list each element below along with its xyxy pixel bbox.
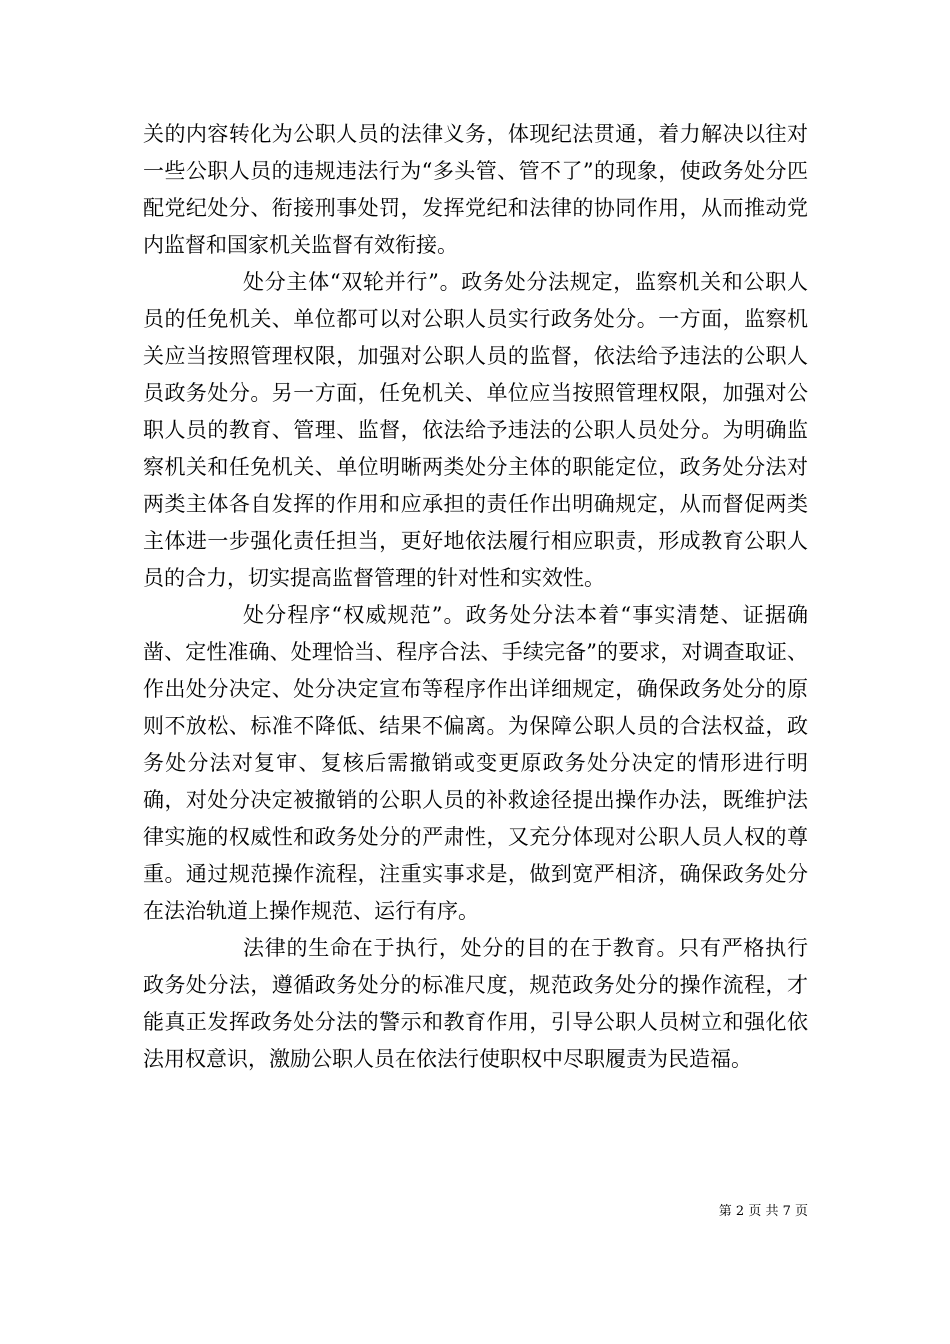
paragraph-conclusion: 法律的生命在于执行，处分的目的在于教育。只有严格执行政务处分法，遵循政务处分的标准尺度，规范政务处分的操作流程，才能真正发挥政务处分法的警示和教育作用，引导公职人员树立和强化依法用权意识，激励公职人员在依法行使职权中尽职履责为民造福。 <box>143 936 808 1071</box>
paragraph-intro-continuation: 关的内容转化为公职人员的法律义务，体现纪法贯通，着力解决以往对一些公职人员的违规违法行为“多头管、管不了”的现象，使政务处分匹配党纪处分、衔接刑事处罚，发挥党纪和法律的协同作用，从而推动党内监督和国家机关监督有效衔接。 <box>143 122 808 257</box>
paragraph-disciplinary-procedure: 处分程序“权威规范”。政务处分法本着“事实清楚、证据确凿、定性准确、处理恰当、程序合法、手续完备”的要求，对调查取证、作出处分决定、处分决定宣布等程序作出详细规定，确保政务处分的原则不放松、标准不降低、结果不偏离。为保障公职人员的合法权益，政务处分法对复审、复核后需撤销或变更原政务处分决定的情形进行明确，对处分决定被撤销的公职人员的补救途径提出操作办法，既维护法律实施的权威性和政务处分的严肃性，又充分体现对公职人员人权的尊重。通过规范操作流程，注重实事求是，做到宽严相济，确保政务处分在法治轨道上操作规范、运行有序。 <box>143 603 808 923</box>
document-body <box>143 116 808 1078</box>
page-number-footer: 第 2 页 共 7 页 <box>718 1204 808 1219</box>
paragraph-disciplinary-subjects: 处分主体“双轮并行”。政务处分法规定，监察机关和公职人员的任免机关、单位都可以对公职人员实行政务处分。一方面，监察机关应当按照管理权限，加强对公职人员的监督，依法给予违法的公职人员政务处分。另一方面，任免机关、单位应当按照管理权限，加强对公职人员的教育、管理、监督，依法给予违法的公职人员处分。为明确监察机关和任免机关、单位明晰两类处分主体的职能定位，政务处分法对两类主体各自发挥的作用和应承担的责任作出明确规定，从而督促两类主体进一步强化责任担当，更好地依法履行相应职责，形成教育公职人员的合力，切实提高监督管理的针对性和实效性。 <box>143 270 808 590</box>
